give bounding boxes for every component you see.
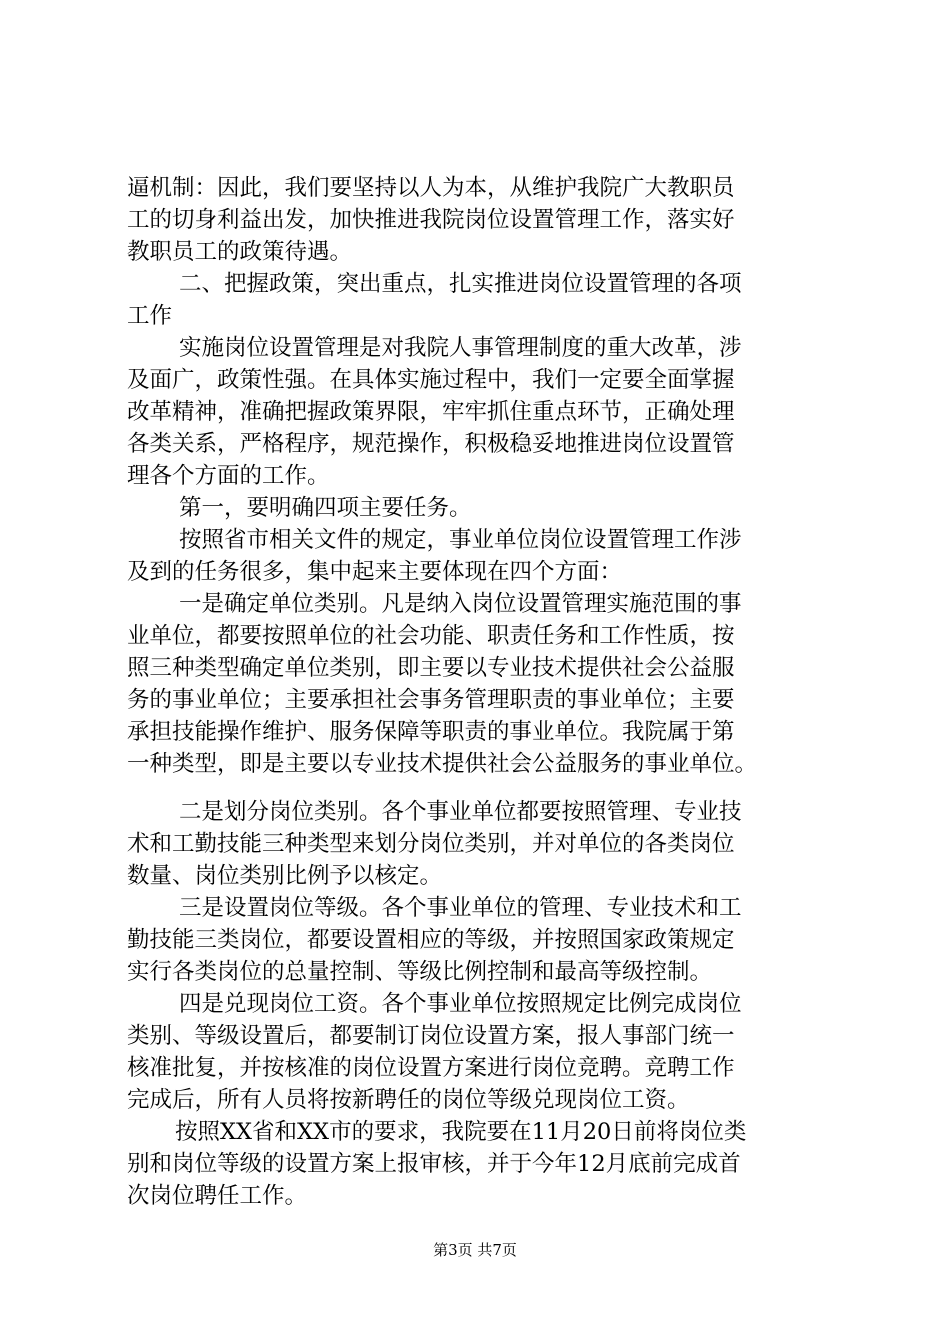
section-heading-line: 工作 xyxy=(127,303,173,329)
paragraph-line: 承担技能操作维护、服务保障等职责的事业单位。我院属于第 xyxy=(127,719,735,745)
paragraph-line: 务的事业单位；主要承担社会事务管理职责的事业单位；主要 xyxy=(127,687,735,713)
paragraph-line: 核准批复，并按核准的岗位设置方案进行岗位竞聘。竞聘工作 xyxy=(127,1055,735,1081)
paragraph-line: 一是确定单位类别。凡是纳入岗位设置管理实施范围的事 xyxy=(179,591,742,617)
paragraph-line: 业单位，都要按照单位的社会功能、职责任务和工作性质，按 xyxy=(127,623,735,649)
paragraph-line: 一种类型，即是主要以专业技术提供社会公益服务的事业单位。 xyxy=(127,751,758,777)
paragraph-line: 类别、等级设置后，都要制订岗位设置方案，报人事部门统一 xyxy=(127,1023,735,1049)
paragraph-line: 四是兑现岗位工资。各个事业单位按照规定比例完成岗位 xyxy=(179,991,742,1017)
paragraph-line: 别和岗位等级的设置方案上报审核，并于今年12月底前完成首 xyxy=(127,1151,741,1177)
paragraph-line: 实行各类岗位的总量控制、等级比例控制和最高等级控制。 xyxy=(127,959,713,985)
paragraph-line: 各类关系，严格程序，规范操作，积极稳妥地推进岗位设置管 xyxy=(127,431,735,457)
page-number-footer: 第3页 共7页 xyxy=(433,1241,517,1259)
paragraph-line: 术和工勤技能三种类型来划分岗位类别，并对单位的各类岗位 xyxy=(127,831,735,857)
paragraph-line: 数量、岗位类别比例予以核定。 xyxy=(127,863,443,889)
paragraph-line: 工的切身利益出发，加快推进我院岗位设置管理工作，落实好 xyxy=(127,207,735,233)
paragraph-line: 勤技能三类岗位，都要设置相应的等级，并按照国家政策规定 xyxy=(127,927,735,953)
paragraph-line: 照三种类型确定单位类别，即主要以专业技术提供社会公益服 xyxy=(127,655,735,681)
paragraph-line: 实施岗位设置管理是对我院人事管理制度的重大改革，涉 xyxy=(179,335,742,361)
paragraph-line: 二是划分岗位类别。各个事业单位都要按照管理、专业技 xyxy=(179,799,742,825)
paragraph-line: 改革精神，准确把握政策界限，牢牢抓住重点环节，正确处理 xyxy=(127,399,735,425)
paragraph-line: 次岗位聘任工作。 xyxy=(127,1183,308,1209)
paragraph-line: 按照省市相关文件的规定，事业单位岗位设置管理工作涉 xyxy=(179,527,742,553)
paragraph-line: 按照XX省和XX市的要求，我院要在11月20日前将岗位类 xyxy=(175,1119,747,1145)
paragraph-line: 及面广，政策性强。在具体实施过程中，我们一定要全面掌握 xyxy=(127,367,735,393)
paragraph-line: 三是设置岗位等级。各个事业单位的管理、专业技术和工 xyxy=(179,895,742,921)
paragraph-line: 教职员工的政策待遇。 xyxy=(127,239,353,265)
paragraph-line: 逼机制：因此，我们要坚持以人为本，从维护我院广大教职员 xyxy=(127,175,735,201)
paragraph-line: 第一，要明确四项主要任务。 xyxy=(179,495,472,521)
paragraph-line: 理各个方面的工作。 xyxy=(127,463,330,489)
section-heading-line: 二、把握政策，突出重点，扎实推进岗位设置管理的各项 xyxy=(179,271,742,297)
paragraph-line: 及到的任务很多，集中起来主要体现在四个方面： xyxy=(127,559,623,585)
paragraph-line: 完成后，所有人员将按新聘任的岗位等级兑现岗位工资。 xyxy=(127,1087,690,1113)
